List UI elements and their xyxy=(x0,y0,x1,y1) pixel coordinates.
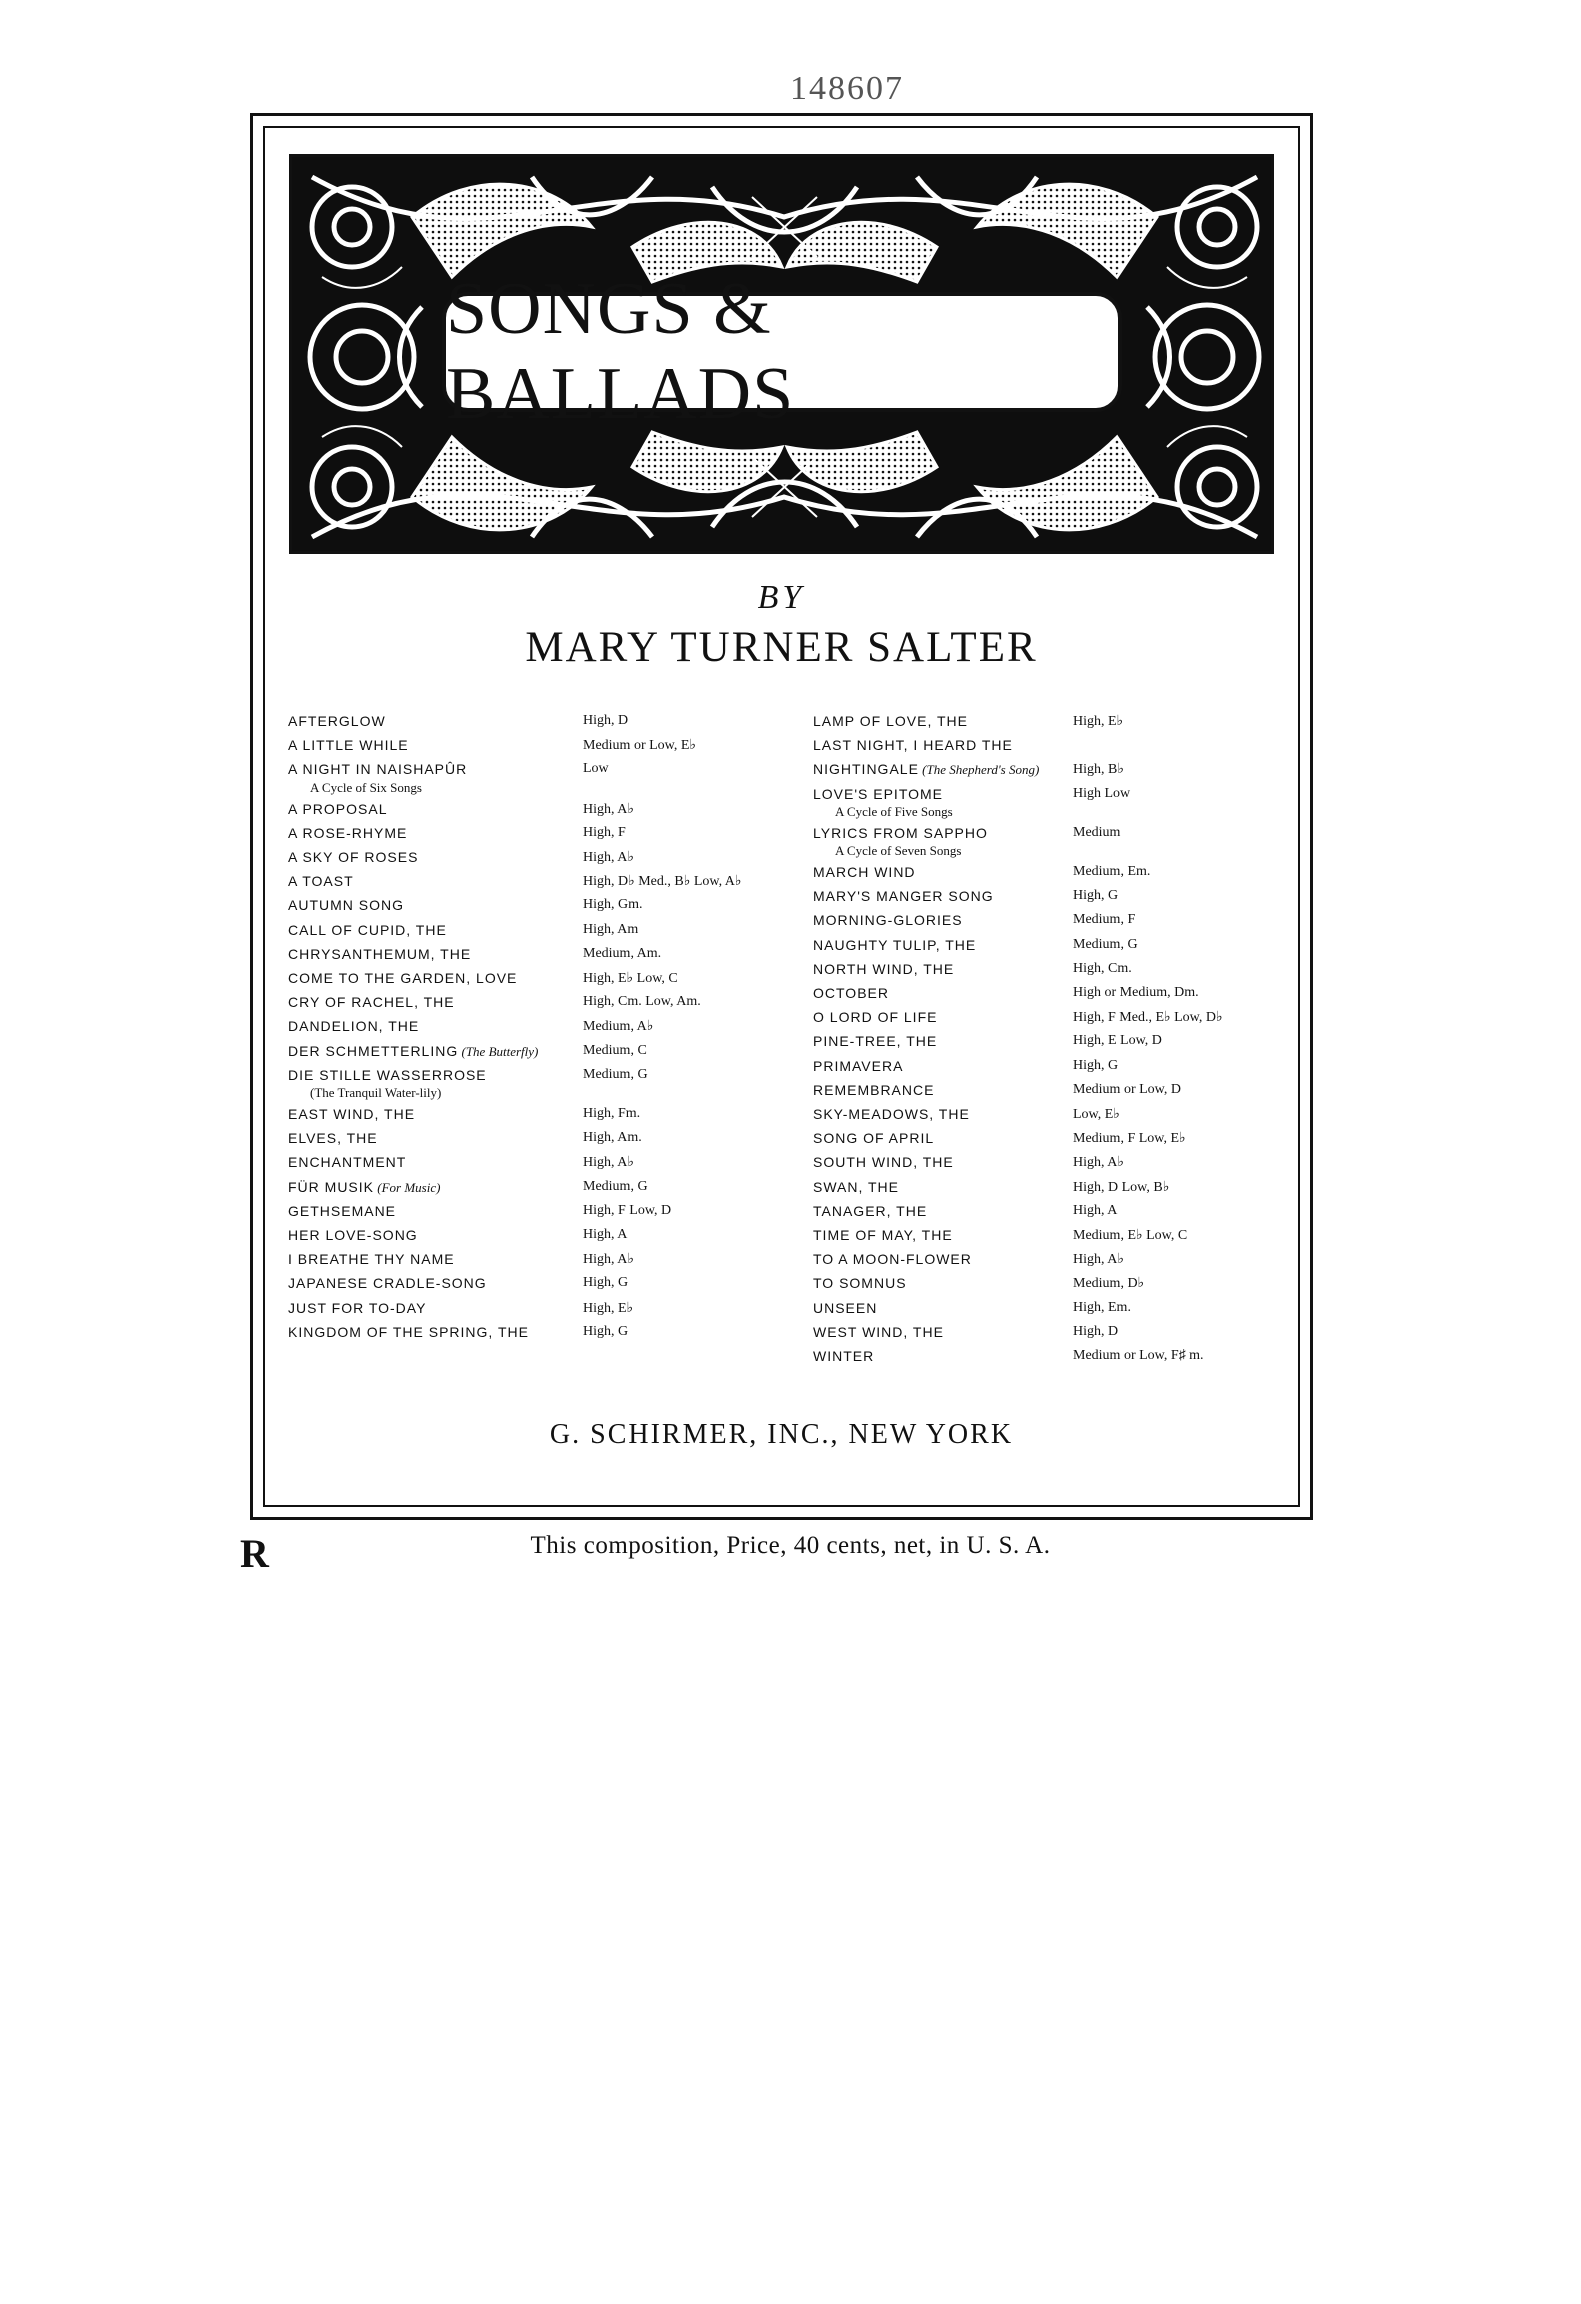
song-title: MARY'S MANGER SONG xyxy=(813,888,994,905)
song-title: GETHSEMANE xyxy=(288,1202,397,1219)
song-note: (The Tranquil Water-lily) xyxy=(310,1085,442,1100)
song-entry xyxy=(288,1299,634,1318)
song-entry xyxy=(813,713,1124,731)
song-title: JUST FOR TO-DAY xyxy=(288,1299,427,1316)
song-title: LYRICS FROM SAPPHO xyxy=(813,824,988,841)
song-voice-key: Medium or Low, D xyxy=(1073,1081,1181,1097)
song-voice-key: Medium or Low, F♯ m. xyxy=(1073,1348,1204,1363)
song-voice-key: Medium, G xyxy=(583,1066,648,1082)
song-voice-key: High, G xyxy=(583,1323,629,1339)
song-entry xyxy=(288,761,609,779)
cover-title: SONGS & BALLADS xyxy=(446,268,795,435)
song-title: TO A MOON-FLOWER xyxy=(813,1251,972,1268)
song-voice-key: High, A xyxy=(1073,1202,1118,1218)
composer-name: MARY TURNER SALTER xyxy=(525,624,1038,671)
song-title: CALL OF CUPID, THE xyxy=(288,921,447,938)
song-title: NIGHTINGALE xyxy=(813,761,919,778)
song-title: EAST WIND, THE xyxy=(288,1106,416,1122)
song-voice-key: Medium, Am. xyxy=(583,945,662,961)
song-title: AUTUMN SONG xyxy=(288,897,404,914)
song-note: A Cycle of Six Songs xyxy=(310,779,422,795)
song-voice-key: Medium, A♭ xyxy=(583,1019,654,1035)
song-entry xyxy=(288,1154,634,1172)
song-title: OCTOBER xyxy=(813,985,889,1001)
song-entry xyxy=(813,1275,1145,1293)
song-voice-key: High, D xyxy=(583,713,629,728)
song-voice-key: Medium xyxy=(1073,824,1121,840)
song-entry xyxy=(813,1323,1119,1342)
song-entry xyxy=(813,824,1121,843)
catalog-number: 148607 xyxy=(790,70,904,107)
song-entry xyxy=(288,945,662,964)
song-title: A SKY OF ROSES xyxy=(288,849,419,865)
song-voice-key: High, A♭ xyxy=(1073,1252,1124,1268)
song-voice-key: High, G xyxy=(1073,1057,1119,1073)
song-entry xyxy=(813,888,1119,906)
song-voice-key: High, Em. xyxy=(1073,1299,1131,1315)
song-title: COME TO THE GARDEN, LOVE xyxy=(288,970,518,986)
song-entry xyxy=(813,1202,1118,1221)
song-entry xyxy=(813,761,1124,779)
song-voice-key: High or Medium, Dm. xyxy=(1073,985,1199,1000)
song-note: A Cycle of Five Songs xyxy=(835,803,953,819)
song-title: TANAGER, THE xyxy=(813,1202,928,1219)
song-voice-key: High, D♭ Med., B♭ Low, A♭ xyxy=(583,874,742,890)
song-voice-key: High, E♭ Low, C xyxy=(583,971,678,986)
song-entry xyxy=(288,824,626,843)
song-voice-key: High, A♭ xyxy=(583,1252,634,1268)
song-title: LAMP OF LOVE, THE xyxy=(813,713,968,729)
song-voice-key: Medium or Low, E♭ xyxy=(583,738,697,754)
song-entry xyxy=(813,1130,1186,1148)
song-title: A PROPOSAL xyxy=(288,800,388,817)
song-entry xyxy=(813,1299,1131,1318)
song-title: HER LOVE-SONG xyxy=(288,1227,418,1243)
song-title: REMEMBRANCE xyxy=(813,1081,935,1098)
song-voice-key: Medium, F Low, E♭ xyxy=(1073,1131,1186,1147)
song-voice-key: High, Cm. Low, Am. xyxy=(583,994,701,1010)
song-voice-key: High, D xyxy=(1073,1323,1119,1339)
song-voice-key: High, Cm. xyxy=(1073,960,1132,976)
song-entry xyxy=(813,960,1132,979)
title-box xyxy=(442,268,1122,435)
song-title: DANDELION, THE xyxy=(288,1018,420,1035)
song-entry xyxy=(813,1348,1204,1366)
song-title: UNSEEN xyxy=(813,1299,878,1316)
song-entry xyxy=(288,1323,629,1342)
song-entry xyxy=(288,1251,634,1269)
song-title: MARCH WIND xyxy=(813,864,916,880)
song-voice-key: Medium, D♭ xyxy=(1073,1276,1145,1292)
song-entry xyxy=(813,1057,1119,1076)
song-entry xyxy=(813,1154,1124,1172)
r-mark: R xyxy=(240,1531,269,1576)
song-entry xyxy=(288,873,742,891)
song-title: I BREATHE THY NAME xyxy=(288,1251,455,1268)
song-voice-key: High, Fm. xyxy=(583,1106,641,1121)
song-voice-key: Medium, Em. xyxy=(1073,864,1151,879)
song-entry xyxy=(288,1042,647,1061)
song-title: MORNING-GLORIES xyxy=(813,912,963,929)
song-entry xyxy=(813,1009,1223,1027)
song-voice-key: Medium, F xyxy=(1073,912,1136,928)
song-entry xyxy=(288,1018,654,1036)
song-voice-key: High, G xyxy=(583,1275,629,1291)
song-voice-key: High, A♭ xyxy=(583,1155,634,1171)
song-voice-key: High, Am xyxy=(583,921,639,937)
song-subtitle: (The Butterfly) xyxy=(458,1043,539,1059)
song-title: PINE-TREE, THE xyxy=(813,1033,938,1050)
song-title: A LITTLE WHILE xyxy=(288,737,409,754)
song-voice-key: Medium, C xyxy=(583,1042,647,1058)
song-title: A NIGHT IN NAISHAPÛR xyxy=(288,761,468,778)
song-entry xyxy=(813,912,1136,930)
song-title: WINTER xyxy=(813,1348,875,1364)
song-entry xyxy=(288,849,634,867)
song-title: CHRYSANTHEMUM, THE xyxy=(288,945,472,962)
song-subtitle: (The Shepherd's Song) xyxy=(918,762,1040,778)
song-title: JAPANESE CRADLE-SONG xyxy=(288,1275,487,1292)
song-voice-key: Medium, E♭ Low, C xyxy=(1073,1228,1188,1243)
song-title: NAUGHTY TULIP, THE xyxy=(813,936,977,953)
song-entry xyxy=(813,785,1131,804)
song-entry xyxy=(288,970,678,988)
song-entry xyxy=(288,1130,642,1148)
song-entry xyxy=(813,1178,1170,1197)
song-voice-key: High, G xyxy=(1073,888,1119,904)
song-entry xyxy=(288,1227,628,1245)
song-entry xyxy=(288,994,701,1012)
song-voice-key: High, E Low, D xyxy=(1073,1033,1162,1049)
song-voice-key: High, D Low, B♭ xyxy=(1073,1179,1170,1195)
song-entry xyxy=(288,897,643,915)
song-entry xyxy=(288,1178,648,1197)
song-entry xyxy=(813,1033,1162,1051)
song-entry xyxy=(813,1106,1120,1124)
song-title: TO SOMNUS xyxy=(813,1275,907,1292)
song-voice-key: High, B♭ xyxy=(1073,762,1124,778)
song-voice-key: High, E♭ xyxy=(583,1300,634,1316)
song-entry xyxy=(288,800,634,819)
song-entry xyxy=(288,1066,648,1085)
song-voice-key: High Low xyxy=(1073,785,1131,801)
song-entry xyxy=(813,936,1138,955)
song-voice-key: High, A♭ xyxy=(583,850,634,865)
song-entry xyxy=(288,737,697,755)
song-subtitle: (For Music) xyxy=(374,1179,441,1195)
song-voice-key: High, Gm. xyxy=(583,897,643,913)
song-voice-key: High, Am. xyxy=(583,1130,642,1146)
song-entry xyxy=(813,737,1013,755)
song-voice-key: High, F Low, D xyxy=(583,1202,672,1218)
song-voice-key: High, F xyxy=(583,824,626,840)
song-title: LAST NIGHT, I HEARD THE xyxy=(813,737,1013,754)
song-title: KINGDOM OF THE SPRING, THE xyxy=(288,1323,529,1340)
song-entry xyxy=(813,1081,1181,1100)
song-entry xyxy=(813,1227,1188,1245)
song-voice-key: Medium, G xyxy=(1073,936,1138,952)
song-title: SKY-MEADOWS, THE xyxy=(813,1106,970,1122)
price-line: This composition, Price, 40 cents, net, in U. S. A. xyxy=(530,1532,1051,1559)
song-entry xyxy=(813,1251,1124,1269)
song-entry xyxy=(288,1275,629,1293)
song-voice-key: High, E♭ xyxy=(1073,714,1124,729)
song-title: DER SCHMETTERLING xyxy=(288,1042,459,1059)
song-title: PRIMAVERA xyxy=(813,1057,904,1074)
song-entry xyxy=(813,864,1151,882)
song-entry xyxy=(288,713,629,731)
song-title: SONG OF APRIL xyxy=(813,1130,935,1147)
song-title: TIME OF MAY, THE xyxy=(813,1227,953,1243)
song-note: A Cycle of Seven Songs xyxy=(835,843,962,858)
song-title: SOUTH WIND, THE xyxy=(813,1154,954,1171)
song-voice-key: Low, E♭ xyxy=(1073,1107,1120,1122)
song-title: NORTH WIND, THE xyxy=(813,960,955,977)
song-voice-key: High, A♭ xyxy=(583,801,634,817)
song-title: LOVE'S EPITOME xyxy=(813,785,944,802)
song-title: ELVES, THE xyxy=(288,1130,378,1147)
song-title: SWAN, THE xyxy=(813,1178,900,1195)
song-title: DIE STILLE WASSERROSE xyxy=(288,1066,487,1083)
song-title: ENCHANTMENT xyxy=(288,1154,407,1171)
song-title: A ROSE-RHYME xyxy=(288,824,408,841)
title-banner xyxy=(289,154,1274,554)
song-title: AFTERGLOW xyxy=(288,713,386,729)
song-entry xyxy=(288,1106,641,1124)
song-voice-key: High, A♭ xyxy=(1073,1155,1124,1171)
song-voice-key: Low xyxy=(583,761,609,777)
publisher: G. SCHIRMER, INC., NEW YORK xyxy=(549,1419,1014,1450)
song-entry xyxy=(813,985,1199,1003)
cover-frame xyxy=(250,113,1313,1520)
song-voice-key: Medium, G xyxy=(583,1178,648,1194)
song-voice-key: High, F Med., E♭ Low, D♭ xyxy=(1073,1010,1223,1026)
song-title: FÜR MUSIK xyxy=(288,1178,374,1195)
song-title: WEST WIND, THE xyxy=(813,1323,944,1340)
song-title: CRY OF RACHEL, THE xyxy=(288,994,455,1011)
song-title: A TOAST xyxy=(288,873,354,890)
song-title: O LORD OF LIFE xyxy=(813,1009,938,1026)
song-entry xyxy=(288,1202,672,1221)
byline: BY xyxy=(757,579,806,616)
song-voice-key: High, A xyxy=(583,1227,628,1242)
song-entry xyxy=(288,921,639,940)
